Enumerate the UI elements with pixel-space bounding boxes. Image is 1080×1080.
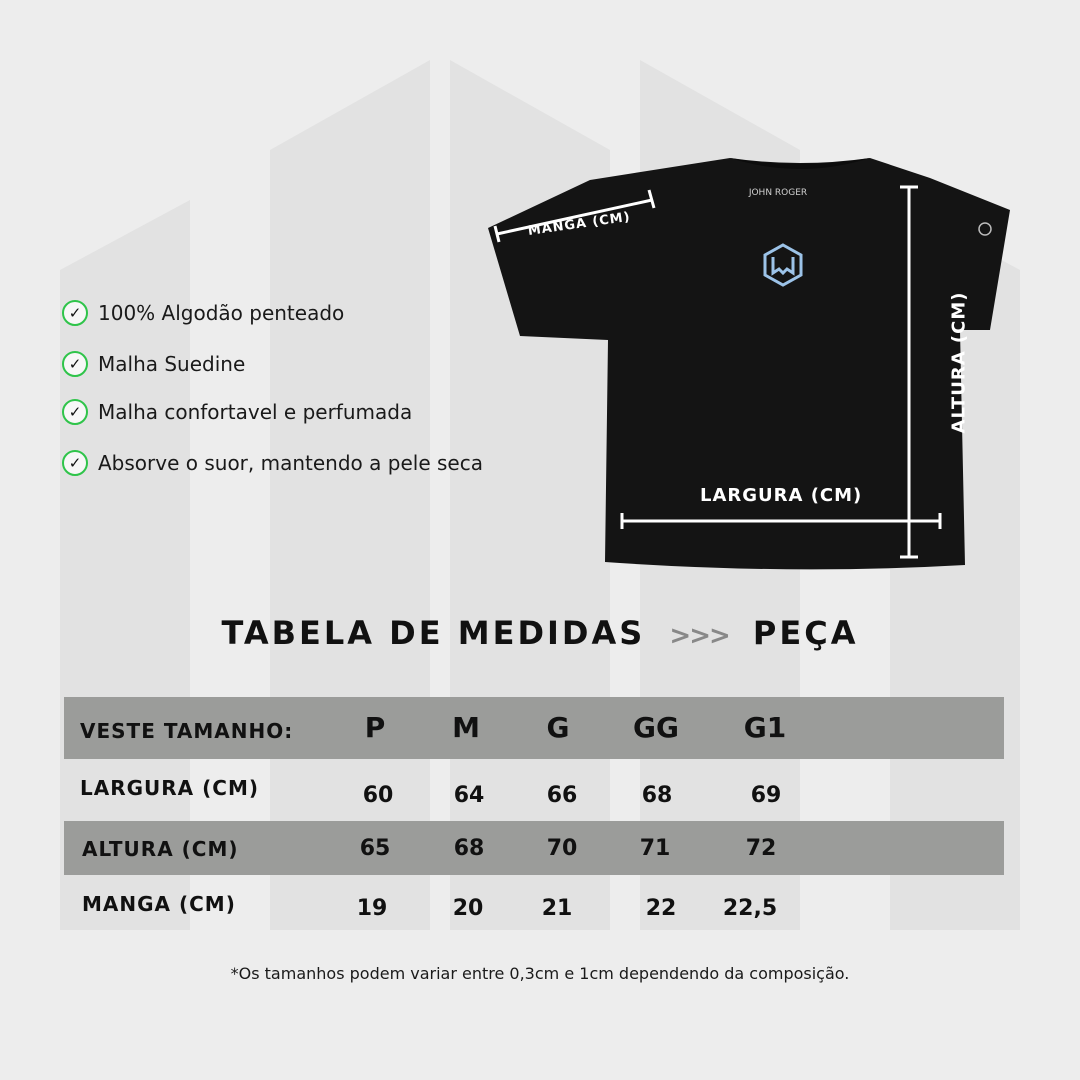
- feature-item: [62, 394, 412, 430]
- title-right: PEÇA: [752, 614, 859, 652]
- page-title: [0, 614, 1080, 652]
- altura-label: ALTURA (CM): [948, 291, 970, 434]
- table-cell: 66: [546, 783, 578, 808]
- table-cell: 68: [453, 836, 485, 861]
- footnote: *Os tamanhos podem variar entre 0,3cm e 1cm dependendo da composição.: [230, 964, 850, 983]
- feature-text: 100% Algodão penteado: [98, 301, 345, 325]
- table-row: [64, 761, 1004, 817]
- feature-text: Malha Suedine: [98, 352, 246, 376]
- table-cell: 70: [546, 836, 578, 861]
- feature-item: [62, 295, 344, 331]
- table-cell: 20: [452, 896, 484, 921]
- table-cell: 21: [541, 896, 573, 921]
- check-icon: ✓: [62, 399, 88, 425]
- feature-item: [62, 445, 483, 481]
- feature-text: Absorve o suor, mantendo a pele seca: [98, 451, 483, 475]
- table-cell: 19: [356, 896, 388, 921]
- table-cell: 64: [453, 783, 485, 808]
- table-cell: 60: [362, 783, 394, 808]
- triple-chevron-icon: >>>: [669, 621, 729, 651]
- table-header-label: VESTE TAMANHO:: [80, 719, 294, 743]
- table-cell: 68: [641, 783, 673, 808]
- row-label: LARGURA (CM): [80, 776, 259, 800]
- table-row: [64, 877, 1004, 933]
- table-cell: 22: [645, 896, 677, 921]
- title-left: TABELA DE MEDIDAS: [221, 614, 646, 652]
- table-cell: 71: [639, 836, 671, 861]
- tshirt-image: [470, 140, 1030, 600]
- table-cell: 72: [745, 836, 777, 861]
- table-cell: 22,5: [722, 896, 778, 921]
- check-icon: ✓: [62, 450, 88, 476]
- feature-item: [62, 346, 245, 382]
- table-cell: 65: [359, 836, 391, 861]
- size-header: G: [546, 711, 570, 744]
- table-cell: 69: [750, 783, 782, 808]
- manga-label: MANGA (CM): [526, 209, 632, 239]
- feature-text: Malha confortavel e perfumada: [98, 400, 413, 424]
- row-label: ALTURA (CM): [82, 837, 239, 861]
- size-header: GG: [633, 711, 679, 744]
- largura-label: LARGURA (CM): [700, 485, 863, 506]
- tshirt-brand-text: JOHN ROGER: [748, 188, 808, 198]
- row-label: MANGA (CM): [82, 892, 236, 916]
- table-header-row: [64, 697, 1004, 759]
- size-header: P: [364, 711, 386, 744]
- table-row: [64, 821, 1004, 875]
- size-header: G1: [743, 711, 787, 744]
- check-icon: ✓: [62, 351, 88, 377]
- check-icon: ✓: [62, 300, 88, 326]
- size-header: M: [452, 711, 480, 744]
